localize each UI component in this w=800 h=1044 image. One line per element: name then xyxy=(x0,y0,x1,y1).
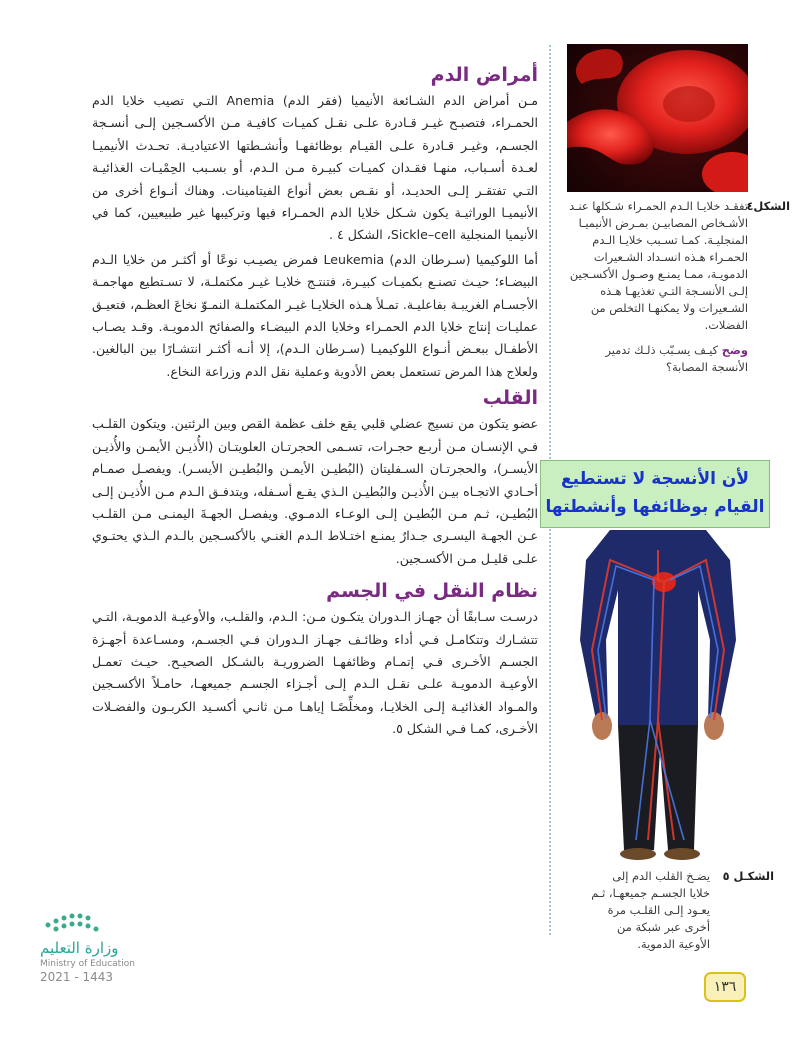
heading-blood-diseases: أمراض الدم xyxy=(430,64,538,86)
figure-5-caption xyxy=(590,868,774,953)
heading-heart: القلب xyxy=(482,387,538,410)
main-column xyxy=(92,58,538,741)
paragraph-heart: عضو يتكون من نسيج عضلي قلبي يقع خلف عظمة القص وبين الرئتين. ويتكون القلـب فـي الإنسـان مـن أربـع حجـرات، تسـمى الحجرتـان العلويتـان (الأُذيـن الأيمـن والأُذيـن الأيسـر)، والحجرتـان السـفليتان (البُطيـن الأيمـن والبُطيـن الأيسـر). ويفصـل صمـام أحـادي الاتجـاه بيـن الأُذيـن والبُطيـن الـذي يقـع أسـفله، ويتدفـق الـدم مـن الأُذيـن إلـى البُطيـن، ثـم مـن البُطيـن إلـى الوعـاء الدمـوي. ويفصـل الجهـةَ اليمنـى مـن القلـب عـن الجهـة اليسـرى جـدارٌ يمنـع اختـلاط الـدم الغنـي بالأكسـجين بالـدم الـذي يحتـوي علـى قليـل مـن الأكسـجين. xyxy=(92,416,538,566)
ministry-logo xyxy=(40,905,170,984)
sickle-cell-image xyxy=(567,44,748,192)
edition-year: 2021 - 1443 xyxy=(40,970,114,984)
figure-4-question-text: كيـف يسـبّب ذلـك تدمير الأنسجة المصابة؟ xyxy=(605,343,748,374)
answer-line-1: لأن الأنسجة لا تستطيع xyxy=(560,469,750,489)
ministry-name-arabic: وزارة التعليم xyxy=(40,939,119,957)
figure-5-text: يضـخ القلب الدم إلى خلايا الجسـم جميعهـا، ثـم يعـود إلـى القلـب مرة أخرى عبر شبكة من الأوعية الدموية. xyxy=(591,869,710,951)
figure-4-question-label: وضح xyxy=(721,343,748,357)
figure-5-label: الشكـل ٥ xyxy=(722,869,774,883)
figure-4-caption xyxy=(566,198,790,376)
ministry-name-english: Ministry of Education xyxy=(40,959,135,969)
paragraph-leukemia: أما اللوكيميا (سـرطان الدم) Leukemia فمرض يصيـب نوعًا أو أكثـر من خلايا الـدم البيضـاء؛ حيـث تصنـع بكميـات كبيـرة، فتنتـج خلايـا غيـر مكتملـة، لا تسـتطيع مهاجمـة الأجسـام الغريبـة بفاعليـة. تمـلأ هـذه الخلايـا غيـر المكتملـة النمـوّ نخاعَ العظـم، فتعيـق عمليـات إنتاج خلايا الدم الحمـراء وخلايا الدم البيضـاء والصفائح الدمويـة. وقـد يصـاب الأطفـال ببعـض أنـواع اللوكيميـا (سـرطان الـدم)، إلا أنـه أكثـر انتشـارًا بين البالغين. ولعلاج هذا المرض تستعمل بعض الأدوية وعملية نقل الدم وزراعة النخاع. xyxy=(92,251,538,379)
heading-transport-system: نظام النقل في الجسم xyxy=(326,580,538,603)
ministry-dots-icon xyxy=(40,905,110,935)
figure-4-label: الشكل٤ xyxy=(746,199,790,213)
figure-4-question xyxy=(566,342,748,376)
circulatory-system-image xyxy=(570,520,746,860)
paragraph-transport: درسـت سـابقًا أن جهـاز الـدوران يتكـون مـن: الـدم، والقلـب، والأوعيـة الدمويـة، التـي تتشـارك وتتكامـل فـي أداء وظائـف جهـاز الـدوران فـي الجسـم، ومسـاعدة أجهـزة الجسـم الأخـرى فـي إتمـام وظائفهـا الضروريـة بالشـكل الصحيـح. حيـث تعمـل الأوعيـة الدمويـة علـى نقـل الـدم إلـى أجـزاء الجسـم جميعهـا، حامـلاً الأكسـجين والمـواد الغذائيـة إلـى الخلايـا، ومخلِّصًـا إياهـا مـن ثانـي أكسـيد الكربـون والفضـلات الأخـرى، كمـا فـي الشكل ٥. xyxy=(92,609,538,737)
answer-box xyxy=(540,460,770,528)
figure-4-text: تفقـد خلايـا الـدم الحمـراء شـكلها عنـد الأشـخاص المصابيـن بمـرض الأنيميـا المنجليـة. كمـا تسـبب خلايـا الـدم الحمـراء هـذه انسـداد الشـعيرات الدمويـة، ممـا يمنـع وصـول الأكسـجين إلـى الأنسـجة التـي تغذيهـا هـذه الشـعيرات ولا يمكنهـا التخلص من الفضلات. xyxy=(569,199,748,332)
page-number: ١٣٦ xyxy=(704,972,746,1002)
paragraph-anemia: مـن أمراض الدم الشـائعة الأنيميا (فقر الدم) Anemia التـي تصيب خلايا الدم الحمـراء، فتصبـح غيـر قـادرة علـى نقـل كميـات كافيـة مـن الأكسـجين إلـى أنسـجة الجسـم، وغيـر قـادرة علـى القيـام بوظائفهـا وأنشـطتها الاعتياديـة. تحـدث الأنيميـا لعـدة أسـباب، منهـا فقـدان كميـات كبيـرة مـن الـدم، أو بسـبب الحِمْيـات الغذائيـة التـي تفتقـر إلـى الحديـد، أو نقـص بعض أنواع الفيتامينات. وهناك أنـواع أخرى من الأنيميـا الوراثيـة يكون شـكل خلايا الدم الحمـراء فيها وتركيبها غير طبيعيين، كما في الأنيميا المنجلية Sickle–cell، الشكل ٤ . xyxy=(92,93,538,243)
answer-line-2: القيام بوظائفها وأنشطتها xyxy=(545,497,765,517)
